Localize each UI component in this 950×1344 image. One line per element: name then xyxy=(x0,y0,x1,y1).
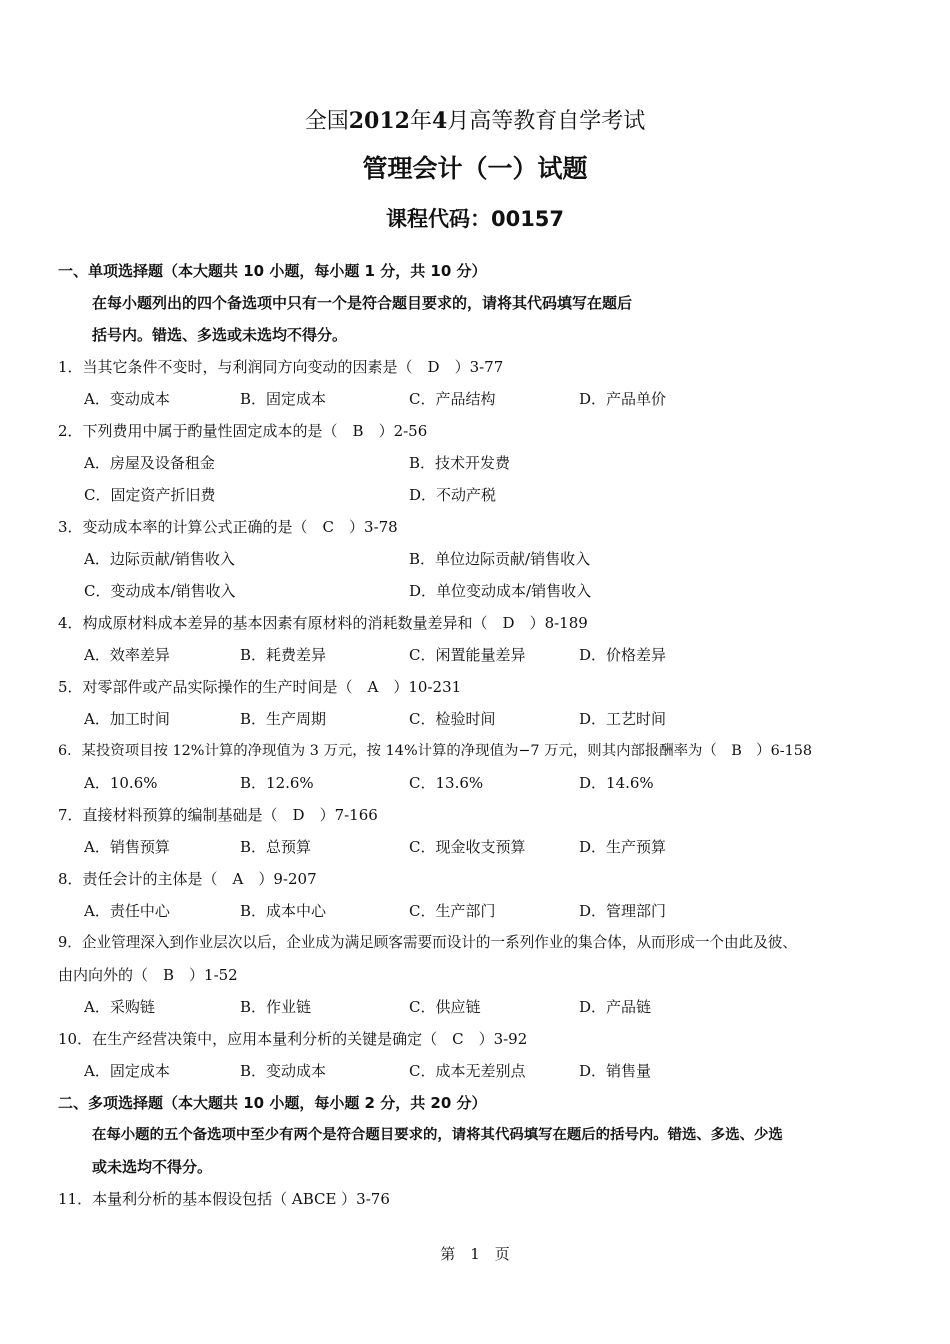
title-mid: 年 xyxy=(409,109,432,134)
exam-title xyxy=(0,106,950,137)
question-8-option-b: B．成本中心 xyxy=(240,902,327,920)
question-1-stem: 1．当其它条件不变时，与利润同方向变动的因素是（ D ）3-77 xyxy=(58,358,504,376)
question-2-option-b: B．技术开发费 xyxy=(409,454,511,472)
question-10-option-d: D．销售量 xyxy=(579,1062,652,1080)
question-10-option-c: C．成本无差别点 xyxy=(409,1062,526,1080)
question-6-option-a: A．10.6% xyxy=(84,774,158,792)
question-8-option-a: A．责任中心 xyxy=(84,902,170,920)
question-3-option-c: C．变动成本/销售收入 xyxy=(84,582,236,600)
question-3-option-a: A．边际贡献/销售收入 xyxy=(84,550,235,568)
page-number: 第 1 页 xyxy=(440,1245,510,1263)
question-7-option-d: D．生产预算 xyxy=(579,838,667,856)
question-7-option-a: A．销售预算 xyxy=(84,838,170,856)
question-6-option-d: D．14.6% xyxy=(579,774,654,792)
section1-instruction-2: 括号内。错选、多选或未选均不得分。 xyxy=(92,326,348,344)
question-3-option-d: D．单位变动成本/销售收入 xyxy=(409,582,592,600)
question-7-option-c: C．现金收支预算 xyxy=(409,838,526,856)
question-9-stem-continued: 由内向外的（ B ）1-52 xyxy=(58,966,238,984)
exam-subtitle: 管理会计（一）试题 xyxy=(362,154,588,183)
question-8-stem: 8．责任会计的主体是（ A ）9-207 xyxy=(58,870,317,888)
title-prefix: 全国 xyxy=(304,109,349,134)
title-year: 2012 xyxy=(348,108,410,134)
section2-instruction-2: 或未选均不得分。 xyxy=(92,1158,213,1176)
question-2-option-d: D．不动产税 xyxy=(409,486,497,504)
question-7-option-b: B．总预算 xyxy=(240,838,312,856)
question-10-option-a: A．固定成本 xyxy=(84,1062,170,1080)
question-5-option-a: A．加工时间 xyxy=(84,710,170,728)
question-7-stem: 7．直接材料预算的编制基础是（ D ）7-166 xyxy=(58,806,378,824)
question-10-option-b: B．变动成本 xyxy=(240,1062,327,1080)
question-4-option-b: B．耗费差异 xyxy=(240,646,327,664)
question-2-option-a: A．房屋及设备租金 xyxy=(84,454,215,472)
question-2-stem: 2．下列费用中属于酌量性固定成本的是（ B ）2-56 xyxy=(58,422,428,440)
question-8-option-c: C．生产部门 xyxy=(409,902,496,920)
section1-heading: 一、单项选择题（本大题共 10 小题，每小题 1 分，共 10 分） xyxy=(58,262,487,280)
question-3-stem: 3．变动成本率的计算公式正确的是（ C ）3-78 xyxy=(58,518,398,536)
question-5-option-b: B．生产周期 xyxy=(240,710,327,728)
question-1-option-d: D．产品单价 xyxy=(579,390,667,408)
course-code: 课程代码：00157 xyxy=(385,207,565,231)
question-9-option-b: B．作业链 xyxy=(240,998,312,1016)
question-9-option-c: C．供应链 xyxy=(409,998,481,1016)
question-5-option-d: D．工艺时间 xyxy=(579,710,667,728)
question-6-option-c: C．13.6% xyxy=(409,774,484,792)
question-1-option-a: A．变动成本 xyxy=(84,390,170,408)
question-4-option-c: C．闲置能量差异 xyxy=(409,646,526,664)
question-9-option-a: A．采购链 xyxy=(84,998,155,1016)
section2-instruction-1: 在每小题的五个备选项中至少有两个是符合题目要求的，请将其代码填写在题后的括号内。错选、多选、少选 xyxy=(92,1127,783,1143)
question-6-option-b: B．12.6% xyxy=(240,774,314,792)
question-4-option-a: A．效率差异 xyxy=(84,646,170,664)
title-month: 4 xyxy=(431,108,448,134)
question-11-stem: 11．本量利分析的基本假设包括（ ABCE ）3-76 xyxy=(58,1190,390,1208)
question-10-stem: 10．在生产经营决策中，应用本量利分析的关键是确定（ C ）3-92 xyxy=(58,1030,528,1048)
section1-instruction-1: 在每小题列出的四个备选项中只有一个是符合题目要求的，请将其代码填写在题后 xyxy=(92,294,633,312)
section2-heading: 二、多项选择题（本大题共 10 小题，每小题 2 分，共 20 分） xyxy=(58,1094,487,1112)
question-2-option-c: C．固定资产折旧费 xyxy=(84,486,216,504)
question-4-option-d: D．价格差异 xyxy=(579,646,667,664)
question-9-option-d: D．产品链 xyxy=(579,998,652,1016)
question-6-stem: 6．某投资项目按 12%计算的净现值为 3 万元，按 14%计算的净现值为−7 万元，则其内部报酬率为（ B ）6-158 xyxy=(58,743,813,759)
question-8-option-d: D．管理部门 xyxy=(579,902,667,920)
question-4-stem: 4．构成原材料成本差异的基本因素有原材料的消耗数量差异和（ D ）8-189 xyxy=(58,614,588,632)
question-1-option-b: B．固定成本 xyxy=(240,390,327,408)
question-3-option-b: B．单位边际贡献/销售收入 xyxy=(409,550,591,568)
question-5-option-c: C．检验时间 xyxy=(409,710,496,728)
question-1-option-c: C．产品结构 xyxy=(409,390,496,408)
question-9-stem: 9．企业管理深入到作业层次以后，企业成为满足顾客需要而设计的一系列作业的集合体，从而形成一个由此及彼、 xyxy=(58,934,797,951)
question-5-stem: 5．对零部件或产品实际操作的生产时间是（ A ）10-231 xyxy=(58,678,462,696)
title-suffix: 月高等教育自学考试 xyxy=(447,109,646,134)
